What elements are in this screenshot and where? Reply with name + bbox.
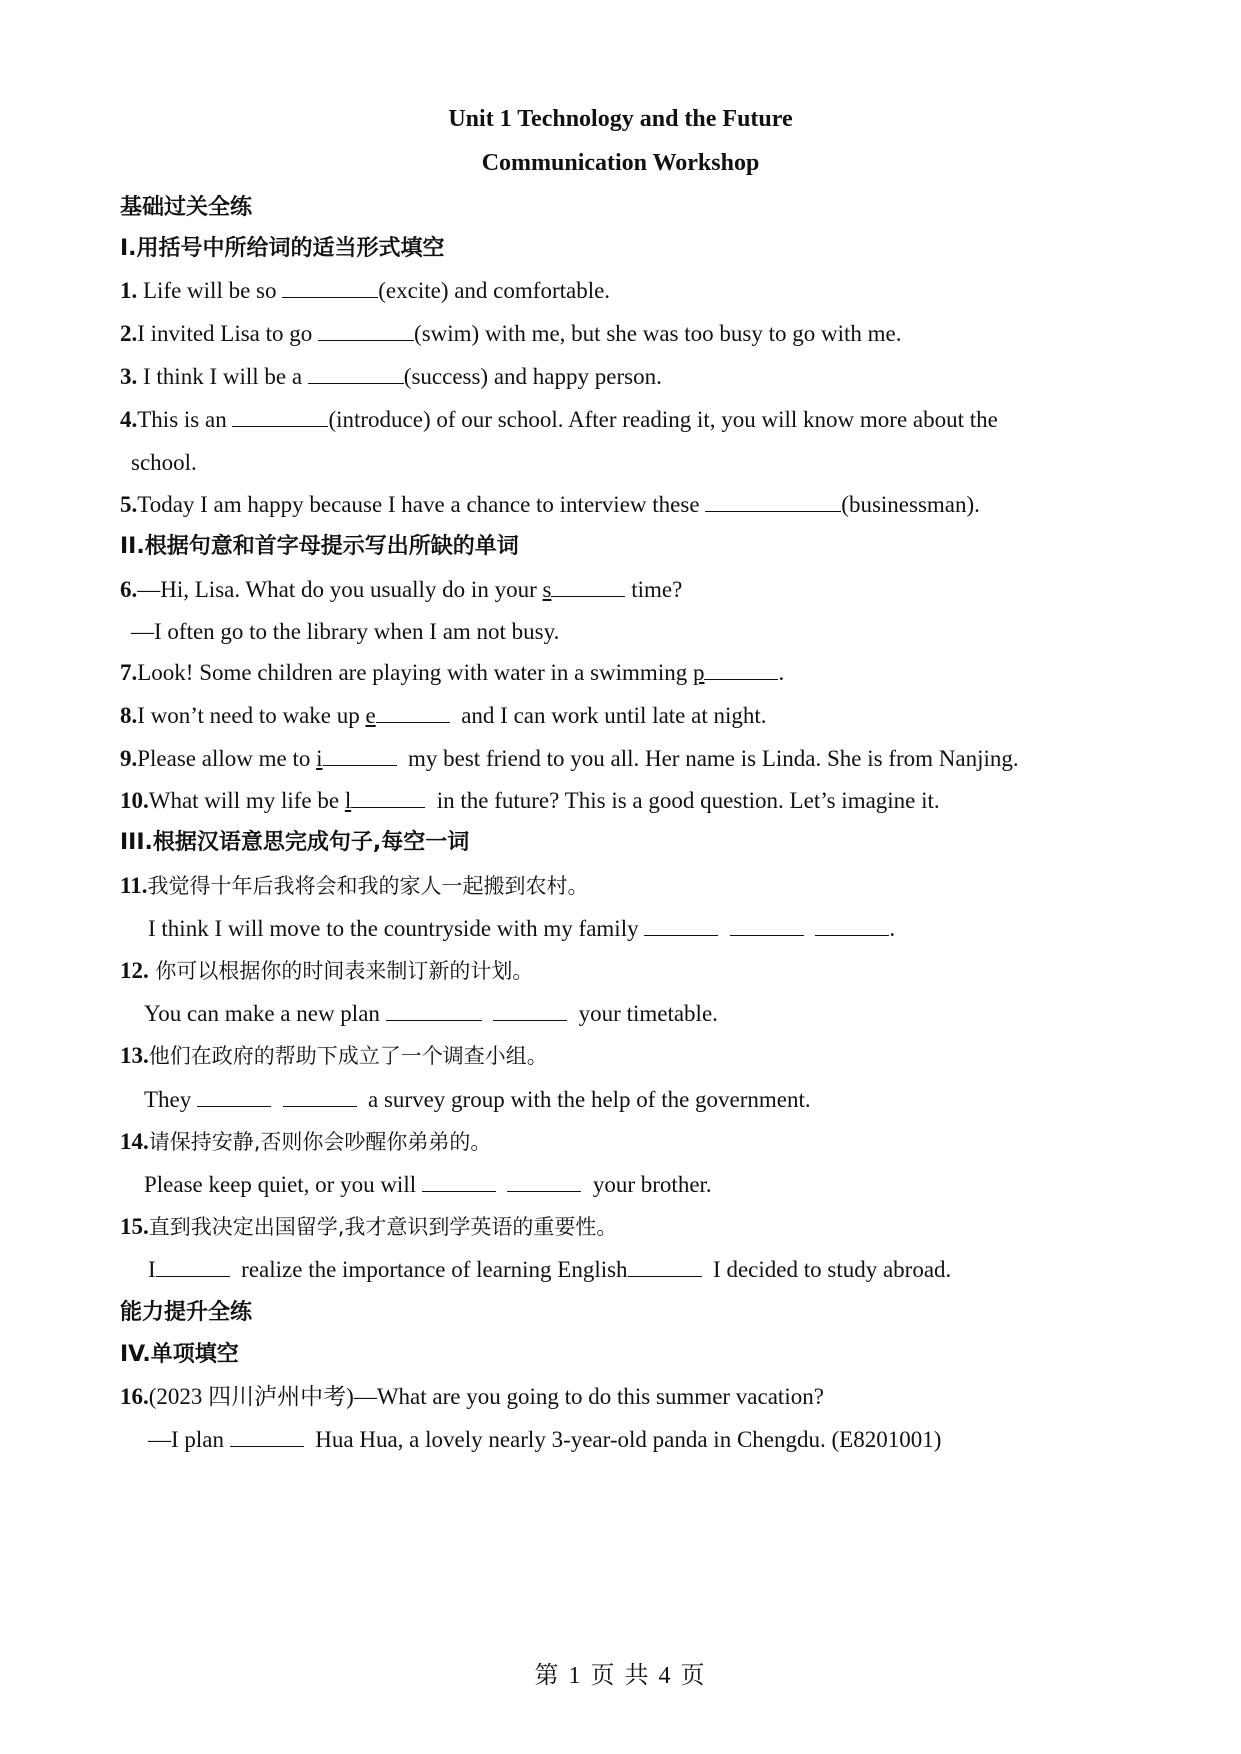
answer-blank[interactable] — [705, 491, 841, 512]
question-number: 4. — [120, 407, 138, 432]
question-14: 14.请保持安静,否则你会吵醒你弟弟的。 — [120, 1129, 492, 1154]
question-number: 9. — [120, 746, 138, 771]
question-number: 2. — [120, 321, 138, 346]
question-15-sentence: I realize the importance of learning English I decided to study abroad. — [148, 1257, 952, 1282]
section-advanced: 能力提升全练 — [120, 1300, 253, 1325]
question-2: 2.I invited Lisa to go (swim) with me, but she was too busy to go with me. — [120, 321, 902, 346]
answer-blank[interactable] — [730, 915, 804, 936]
answer-blank[interactable] — [308, 363, 404, 384]
section-basic: 基础过关全练 — [120, 195, 253, 220]
question-4-continuation: school. — [131, 450, 197, 475]
answer-blank[interactable] — [376, 702, 450, 723]
question-11: 11.我觉得十年后我将会和我的家人一起搬到农村。 — [120, 873, 589, 898]
question-number: 8. — [120, 703, 138, 728]
question-13: 13.他们在政府的帮助下成立了一个调查小组。 — [120, 1043, 548, 1068]
question-10: 10.What will my life be l in the future? This is a good question. Let’s imagine it. — [120, 788, 940, 813]
answer-blank[interactable] — [323, 745, 397, 766]
initial-letter: i — [316, 746, 323, 771]
document-subtitle: Communication Workshop — [481, 150, 760, 176]
question-number: 3. — [120, 364, 138, 389]
answer-blank[interactable] — [283, 1086, 357, 1107]
answer-blank[interactable] — [386, 1000, 482, 1021]
question-16-reply: —I plan Hua Hua, a lovely nearly 3-year-old panda in Chengdu. (E8201001) — [148, 1427, 942, 1452]
part1-heading: I.用括号中所给词的适当形式填空 — [120, 236, 445, 261]
answer-blank[interactable] — [197, 1086, 271, 1107]
answer-blank[interactable] — [232, 406, 328, 427]
question-12-sentence: You can make a new plan your timetable. — [144, 1001, 718, 1026]
answer-blank[interactable] — [282, 277, 378, 298]
question-number: 1. — [120, 278, 138, 303]
answer-blank[interactable] — [704, 659, 778, 680]
answer-blank[interactable] — [230, 1426, 304, 1447]
part4-heading: IV.单项填空 — [120, 1342, 239, 1367]
answer-blank[interactable] — [507, 1171, 581, 1192]
answer-blank[interactable] — [644, 915, 718, 936]
document-title: Unit 1 Technology and the Future — [448, 106, 793, 132]
question-number: 7. — [120, 660, 138, 685]
question-number: 14. — [120, 1129, 149, 1154]
question-9: 9.Please allow me to i my best friend to you all. Her name is Linda. She is from Nanjing. — [120, 746, 1019, 771]
answer-blank[interactable] — [815, 915, 889, 936]
question-number: 5. — [120, 492, 138, 517]
part3-heading: III.根据汉语意思完成句子,每空一词 — [120, 830, 470, 855]
answer-blank[interactable] — [628, 1256, 702, 1277]
question-13-sentence: They a survey group with the help of the government. — [144, 1087, 811, 1112]
question-number: 13. — [120, 1043, 149, 1068]
question-number: 11. — [120, 873, 148, 898]
initial-letter: e — [365, 703, 376, 728]
question-3: 3. I think I will be a (success) and happy person. — [120, 364, 662, 389]
question-16: 16.(2023 四川泸州中考)—What are you going to do this summer vacation? — [120, 1384, 824, 1409]
question-7: 7.Look! Some children are playing with water in a swimming p . — [120, 660, 785, 685]
question-8: 8.I won’t need to wake up e and I can work until late at night. — [120, 703, 767, 728]
question-number: 16. — [120, 1384, 149, 1409]
question-5: 5.Today I am happy because I have a chance to interview these (businessman). — [120, 492, 980, 517]
question-15: 15.直到我决定出国留学,我才意识到学英语的重要性。 — [120, 1214, 618, 1239]
initial-letter: s — [542, 577, 552, 602]
question-number: 15. — [120, 1214, 149, 1239]
answer-blank[interactable] — [551, 576, 625, 597]
part2-heading: II.根据句意和首字母提示写出所缺的单词 — [120, 534, 519, 559]
question-number: 10. — [120, 788, 149, 813]
initial-letter: p — [692, 660, 705, 685]
page-footer: 第 1 页 共 4 页 — [534, 1663, 707, 1689]
question-number: 6. — [120, 577, 138, 602]
answer-blank[interactable] — [156, 1256, 230, 1277]
answer-blank[interactable] — [318, 320, 414, 341]
question-14-sentence: Please keep quiet, or you will your brother. — [144, 1172, 712, 1197]
initial-letter: l — [344, 788, 352, 813]
answer-blank[interactable] — [351, 787, 425, 808]
question-6: 6.—Hi, Lisa. What do you usually do in your s time? — [120, 577, 683, 602]
question-12: 12. 你可以根据你的时间表来制订新的计划。 — [120, 958, 534, 983]
answer-blank[interactable] — [493, 1000, 567, 1021]
question-number: 12. — [120, 958, 149, 983]
question-11-sentence: I think I will move to the countryside with my family . — [148, 916, 896, 941]
question-1: 1. Life will be so (excite) and comfortable. — [120, 278, 611, 303]
answer-blank[interactable] — [422, 1171, 496, 1192]
question-6-reply: —I often go to the library when I am not busy. — [131, 619, 560, 644]
question-4: 4.This is an (introduce) of our school. After reading it, you will know more about the — [120, 407, 998, 432]
